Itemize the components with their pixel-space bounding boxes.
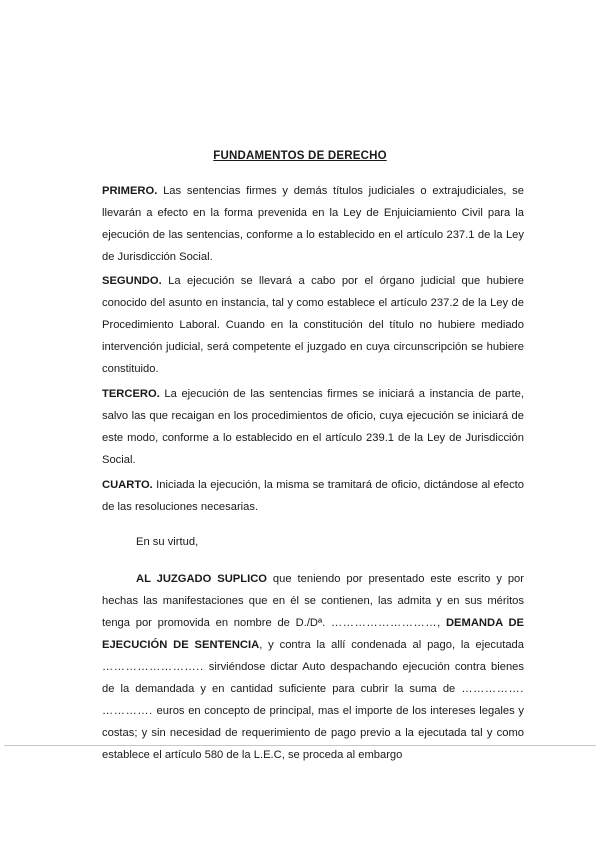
paragraph-label: CUARTO. <box>102 479 153 491</box>
section-title: FUNDAMENTOS DE DERECHO <box>213 150 387 162</box>
paragraph-segundo <box>102 270 524 380</box>
page-divider <box>4 745 596 746</box>
suplico-text: , y contra la allí condenada al pago, la ejecutada <box>259 639 525 651</box>
paragraph-text: Iniciada la ejecución, la misma se tramitará de oficio, dictándose al efecto de las resoluciones necesarias. <box>102 479 524 513</box>
paragraph-label: SEGUNDO. <box>102 275 162 287</box>
paragraph-label: TERCERO. <box>102 388 160 400</box>
paragraph-suplico <box>102 568 524 766</box>
demanda-heading: DEMANDA DE EJECUCIÓN DE SENTENCIA <box>102 617 525 651</box>
suplico-text: que teniendo por presentado este escrito y por hechas las manifestaciones que en él se contienen, las admita y en sus méritos tenga por promovida en nombre de D./Dª. <box>102 573 525 629</box>
suplico-text: , <box>437 617 446 629</box>
paragraph-label: PRIMERO. <box>102 185 158 197</box>
blank-field-ejecutada: …………………….. <box>102 661 204 673</box>
suplico-label: AL JUZGADO SUPLICO <box>136 573 267 585</box>
en-su-virtud: En su virtud, <box>136 536 199 548</box>
paragraph-primero <box>102 180 524 268</box>
suplico-text: sirviéndose dictar Auto despachando ejecución contra bienes de la demandada y en cantidad suficiente para cubrir la suma de <box>102 661 524 695</box>
paragraph-text: Las sentencias firmes y demás títulos judiciales o extrajudiciales, se llevarán a efecto en la forma prevenida en la Ley de Enjuiciamiento Civil para la ejecución de las sentencias, conforme a lo establecido en el artículo 237.1 de la Ley de Jurisdicción Social. <box>102 185 524 263</box>
paragraph-cuarto <box>102 474 524 518</box>
paragraph-text: La ejecución de las sentencias firmes se iniciará a instancia de parte, salvo las que recaigan en los procedimientos de oficio, cuya ejecución se iniciará de este modo, conforme a lo establecido en el artículo 239.1 de la Ley de Jurisdicción Social. <box>102 388 524 466</box>
blank-field-suma: ……………. …………. <box>102 683 524 717</box>
paragraph-tercero <box>102 383 524 471</box>
blank-field-nombre: ……………………… <box>331 617 438 629</box>
paragraph-text: La ejecución se llevará a cabo por el órgano judicial que hubiere conocido del asunto en instancia, tal y como establece el artículo 237.2 de la Ley de Procedimiento Laboral. Cuando en la constitución del título no hubiere mediado intervención judicial, será competente el juzgado en cuya circunscripción se hubiere constituido. <box>102 275 524 375</box>
suplico-text: euros en concepto de principal, mas el importe de los intereses legales y costas; y sin necesidad de requerimiento de pago previo a la ejecutada tal y como establece el artículo 580 de la L.E.C, se proceda al embargo <box>102 705 524 761</box>
